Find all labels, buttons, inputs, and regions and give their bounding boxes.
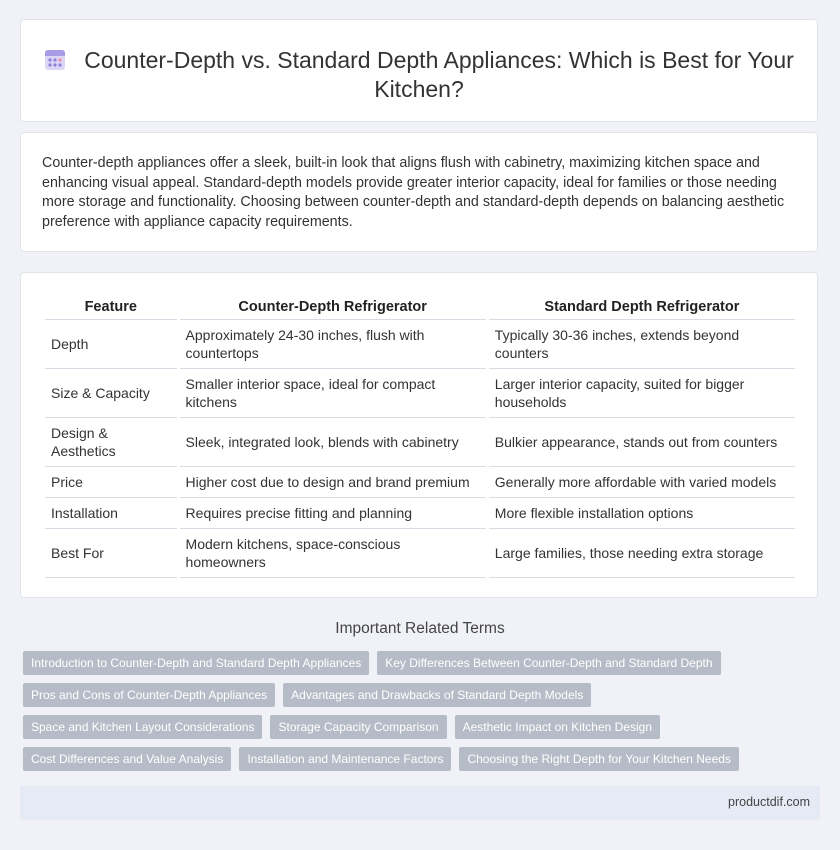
tag-row <box>23 651 823 675</box>
tag-row <box>23 747 823 771</box>
table-cell: Depth <box>45 320 177 369</box>
table-row <box>45 369 795 418</box>
footer <box>20 786 820 820</box>
table-cell: Bulkier appearance, stands out from counters <box>489 418 795 467</box>
table-header-row <box>45 295 795 320</box>
title-card <box>20 19 818 122</box>
table-row <box>45 498 795 529</box>
tag-row <box>23 683 823 707</box>
footer-site-name: productdif.com <box>728 795 810 809</box>
related-term-tag[interactable]: Storage Capacity Comparison <box>270 715 446 739</box>
table-cell: Higher cost due to design and brand premium <box>180 467 486 498</box>
table-cell: More flexible installation options <box>489 498 795 529</box>
header-standard-depth: Standard Depth Refrigerator <box>489 295 795 320</box>
table-cell: Approximately 24-30 inches, flush with countertops <box>180 320 486 369</box>
header-feature: Feature <box>45 295 177 320</box>
related-term-tag[interactable]: Space and Kitchen Layout Considerations <box>23 715 262 739</box>
comparison-card <box>20 272 818 598</box>
intro-card <box>20 132 818 252</box>
table-row <box>45 320 795 369</box>
table-row <box>45 529 795 578</box>
related-term-tag[interactable]: Key Differences Between Counter-Depth and Standard Depth <box>377 651 720 675</box>
table-cell: Best For <box>45 529 177 578</box>
table-cell: Modern kitchens, space-conscious homeowners <box>180 529 486 578</box>
related-term-tag[interactable]: Pros and Cons of Counter-Depth Appliances <box>23 683 275 707</box>
table-cell: Larger interior capacity, suited for bigger households <box>489 369 795 418</box>
table-cell: Requires precise fitting and planning <box>180 498 486 529</box>
table-cell: Sleek, integrated look, blends with cabinetry <box>180 418 486 467</box>
page-title: Counter-Depth vs. Standard Depth Appliances: Which is Best for Your Kitchen? <box>84 47 794 102</box>
table-cell: Generally more affordable with varied models <box>489 467 795 498</box>
table-cell: Design & Aesthetics <box>45 418 177 467</box>
related-term-tag[interactable]: Installation and Maintenance Factors <box>239 747 451 771</box>
table-cell: Typically 30-36 inches, extends beyond counters <box>489 320 795 369</box>
page-title-container <box>21 46 817 104</box>
related-term-tag[interactable]: Advantages and Drawbacks of Standard Depth Models <box>283 683 591 707</box>
table-row <box>45 467 795 498</box>
related-term-tag[interactable]: Aesthetic Impact on Kitchen Design <box>455 715 660 739</box>
table-cell: Price <box>45 467 177 498</box>
comparison-table <box>42 295 798 578</box>
related-term-tag[interactable]: Cost Differences and Value Analysis <box>23 747 231 771</box>
intro-paragraph: Counter-depth appliances offer a sleek, built-in look that aligns flush with cabinetry, maximizing kitchen space and enhancing visual appeal. Standard-depth models provide greater interior capacity, ideal for families or those needing more storage and functionality. Choosing between counter-depth and standard-depth depends on balancing aesthetic preference with appliance capacity requirements. <box>42 155 785 230</box>
table-cell: Smaller interior space, ideal for compact kitchens <box>180 369 486 418</box>
table-cell: Large families, those needing extra storage <box>489 529 795 578</box>
calculator-icon <box>44 49 66 71</box>
tag-row <box>23 715 823 739</box>
table-cell: Size & Capacity <box>45 369 177 418</box>
table-row <box>45 418 795 467</box>
related-terms-heading: Important Related Terms <box>335 620 505 637</box>
related-terms-list <box>23 651 823 779</box>
header-counter-depth: Counter-Depth Refrigerator <box>180 295 486 320</box>
table-cell: Installation <box>45 498 177 529</box>
related-term-tag[interactable]: Choosing the Right Depth for Your Kitchen Needs <box>459 747 739 771</box>
related-term-tag[interactable]: Introduction to Counter-Depth and Standard Depth Appliances <box>23 651 369 675</box>
